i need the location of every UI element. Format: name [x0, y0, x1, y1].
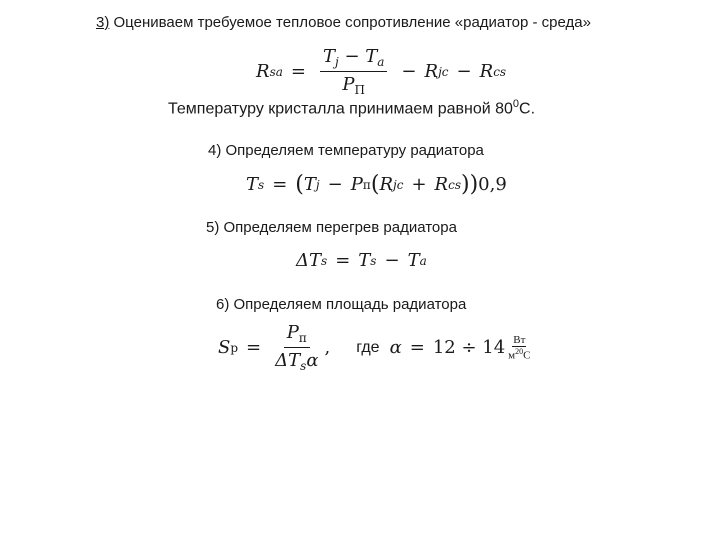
eq-sign: = — [290, 61, 306, 82]
plus-sign: + — [411, 174, 427, 195]
step-3-number: 3) — [96, 14, 110, 31]
note-text: Температуру кристалла принимаем равной 80 — [168, 100, 513, 118]
step-5-heading: 5) Определяем перегрев радиатора — [206, 219, 457, 236]
rcs-symbol: R — [434, 174, 449, 195]
close-paren: )) — [461, 172, 479, 197]
tj-sub: j — [334, 55, 339, 69]
alpha-symbol: α — [306, 350, 319, 371]
rjc-sub: jc — [438, 64, 449, 79]
formula-delta-t — [296, 250, 427, 271]
open-paren: ( — [295, 172, 304, 197]
unit-meter: м — [508, 349, 516, 362]
minus-sign: − — [456, 61, 472, 82]
p-symbol: P — [342, 74, 355, 95]
eq-sign: = — [272, 174, 288, 195]
rcs-symbol: R — [479, 61, 494, 82]
p-sub: п — [298, 331, 307, 345]
rjc-symbol: R — [379, 174, 393, 195]
crystal-temperature-note — [168, 98, 535, 118]
minus-sign: − — [327, 174, 343, 195]
note-degree: 0 — [512, 98, 520, 110]
note-unit: С. — [519, 100, 536, 118]
step-6-heading: 6) Определяем площадь радиатора — [216, 296, 467, 313]
eq-sign: = — [335, 250, 351, 271]
rcs-sub: cs — [493, 64, 507, 79]
formula-sp-denominator — [275, 348, 318, 373]
tj-symbol: T — [322, 46, 335, 67]
formula-ts — [246, 172, 507, 197]
unit-watt: Вт — [513, 333, 526, 346]
rjc-sub: jc — [393, 177, 404, 192]
factor-value: 0,9 — [478, 174, 507, 195]
formula-rsa-denominator — [342, 72, 365, 97]
p-sub: П — [354, 83, 365, 97]
ta-symbol: T — [407, 250, 420, 271]
unit-degree: 0 — [519, 346, 524, 356]
sp-sub: р — [230, 340, 239, 355]
unit-celsius: С — [523, 349, 531, 362]
formula-rsa-lhs-sub: sa — [269, 64, 283, 79]
ts-symbol: T — [358, 250, 371, 271]
tj-symbol: T — [303, 174, 316, 195]
ts-sub: s — [370, 253, 377, 268]
alpha-range: 12 ÷ 14 — [432, 337, 506, 358]
step-3-heading — [96, 14, 591, 31]
comma: , — [324, 337, 331, 358]
ta-sub: a — [377, 55, 385, 69]
open-paren: ( — [370, 172, 380, 197]
rcs-sub: cs — [448, 177, 461, 192]
formula-sp — [218, 322, 530, 373]
p-sub: п — [362, 177, 371, 192]
step-3-text: Оцениваем требуемое тепловое сопротивление «радиатор - среда» — [113, 14, 591, 31]
ta-symbol: T — [365, 46, 378, 67]
minus-sign: − — [384, 250, 400, 271]
delta-ts-symbol: ΔT — [275, 350, 301, 371]
eq-sign: = — [246, 337, 262, 358]
p-symbol: P — [286, 322, 299, 343]
delta-ts-sub: s — [300, 359, 307, 373]
formula-sp-numerator — [284, 322, 310, 348]
delta-ts-symbol: ΔT — [296, 250, 322, 271]
step-4-heading: 4) Определяем температуру радиатора — [208, 142, 484, 159]
formula-rsa — [256, 46, 506, 97]
p-symbol: P — [350, 174, 363, 195]
ts-symbol: T — [246, 174, 259, 195]
eq-sign: = — [409, 337, 425, 358]
ta-sub: a — [419, 253, 427, 268]
minus-sign: − — [401, 61, 417, 82]
formula-sp-fraction — [275, 322, 318, 373]
formula-rsa-numerator: $T_j - T_a$ — [320, 46, 387, 72]
unit-fraction — [508, 334, 530, 362]
unit-square: 2 — [515, 346, 520, 356]
unit-denominator — [508, 347, 530, 362]
rjc-symbol: R — [424, 61, 439, 82]
tj-sub: j — [315, 177, 320, 192]
formula-rsa-fraction — [320, 46, 387, 97]
sp-symbol: S — [218, 337, 231, 358]
alpha-symbol: α — [389, 337, 402, 358]
where-word: где — [356, 338, 380, 356]
ts-sub: s — [258, 177, 265, 192]
formula-rsa-lhs: R — [256, 61, 270, 82]
delta-ts-sub: s — [321, 253, 328, 268]
